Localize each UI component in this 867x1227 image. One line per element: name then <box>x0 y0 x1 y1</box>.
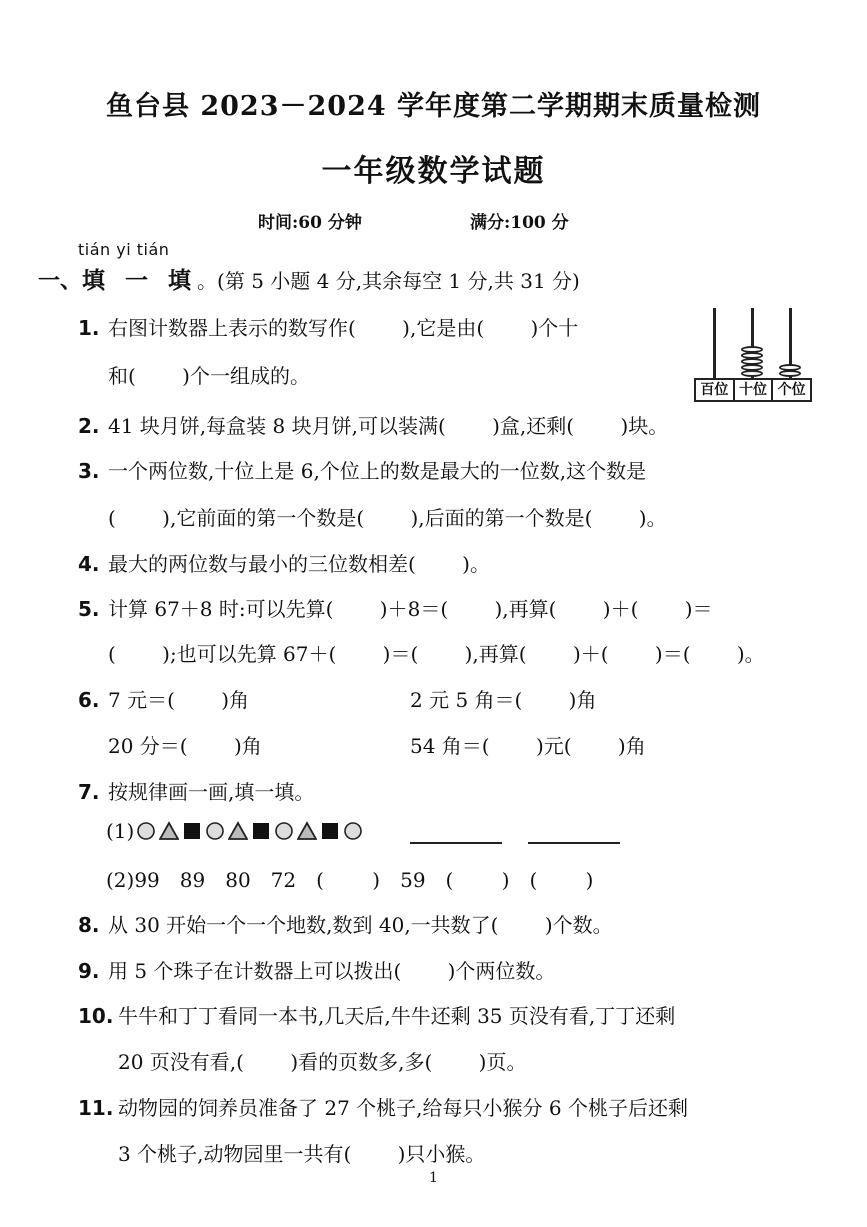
question-number: 7. <box>78 780 100 804</box>
abacus-figure <box>694 308 812 404</box>
abacus-bead <box>779 364 801 371</box>
abacus-label-ones: 个位 <box>771 380 810 400</box>
question-5-line2: ( );也可以先算 67＋( )＝( ),再算( )＋( )＝( )。 <box>108 642 765 666</box>
page-number: 1 <box>429 1170 438 1186</box>
pattern-number-sequence: (2)99 89 80 72 ( ) 59 ( ) ( ) <box>106 868 594 892</box>
question-text: 从 30 开始一个一个地数,数到 40,一共数了( )个数。 <box>108 913 613 937</box>
question-text: 动物园的饲养员准备了 27 个桃子,给每只小猴分 6 个桃子后还剩 <box>118 1096 688 1120</box>
abacus-bead <box>741 358 763 365</box>
question-6-item-d: 54 角＝( )元( )角 <box>410 734 646 758</box>
question-number: 3. <box>78 459 100 483</box>
question-number: 6. <box>78 688 100 712</box>
question-4 <box>78 548 490 577</box>
pattern-label: (1) <box>106 819 135 843</box>
question-8 <box>78 909 613 938</box>
question-text: 计算 67＋8 时:可以先算( )＋8＝( ),再算( )＋( )＝ <box>108 597 713 621</box>
square-shape-icon <box>251 821 271 841</box>
question-11-line2: 3 个桃子,动物园里一共有( )只小猴。 <box>118 1142 486 1166</box>
abacus-bead <box>779 370 801 377</box>
abacus-bead <box>741 370 763 377</box>
question-6-item-b: 2 元 5 角＝( )角 <box>410 688 597 712</box>
question-number: 10. <box>78 1004 114 1028</box>
answer-blank-2[interactable] <box>528 842 620 844</box>
abacus-label-hundreds: 百位 <box>700 382 729 398</box>
abacus-rod-hundreds <box>713 308 716 380</box>
abacus-bead <box>741 346 763 353</box>
abacus-bead <box>741 364 763 371</box>
question-1 <box>78 312 578 341</box>
question-10 <box>78 1000 675 1029</box>
question-number: 8. <box>78 913 100 937</box>
question-3-line2: ( ),它前面的第一个数是( ),后面的第一个数是( )。 <box>108 506 667 530</box>
circle-shape-icon <box>205 821 225 841</box>
abacus-label-tens: 十位 <box>733 380 772 400</box>
square-shape-icon <box>182 821 202 841</box>
abacus-bead <box>741 352 763 359</box>
question-9 <box>78 955 555 984</box>
question-text: 一个两位数,十位上是 6,个位上的数是最大的一位数,这个数是 <box>108 459 647 483</box>
square-shape-icon <box>320 821 340 841</box>
circle-shape-icon <box>136 821 156 841</box>
question-1-line2: 和( )个一组成的。 <box>108 364 310 388</box>
question-text: 最大的两位数与最小的三位数相差( )。 <box>108 552 490 576</box>
question-10-line2: 20 页没有看,( )看的页数多,多( )页。 <box>118 1050 527 1074</box>
question-number: 4. <box>78 552 100 576</box>
pattern-shapes <box>106 819 366 843</box>
question-number: 5. <box>78 597 100 621</box>
exam-subtitle: 一年级数学试题 <box>321 154 546 189</box>
section-pinyin: tián yi tián <box>78 240 170 259</box>
question-5 <box>78 593 713 622</box>
question-3 <box>78 455 646 484</box>
question-text: 7 元＝( )角 <box>108 688 250 712</box>
exam-title: 鱼台县 2023－2024 学年度第二学期期末质量检测 <box>105 91 762 122</box>
exam-time: 时间:60 分钟 <box>258 213 362 233</box>
question-number: 2. <box>78 414 100 438</box>
question-number: 9. <box>78 959 100 983</box>
question-text: 按规律画一画,填一填。 <box>108 780 315 804</box>
circle-shape-icon <box>343 821 363 841</box>
circle-shape-icon <box>274 821 294 841</box>
question-text: 牛牛和丁丁看同一本书,几天后,牛牛还剩 35 页没有看,丁丁还剩 <box>118 1004 676 1028</box>
question-number: 1. <box>78 316 100 340</box>
section-note: 。(第 5 小题 4 分,其余每空 1 分,共 31 分) <box>197 269 580 293</box>
question-text: 右图计数器上表示的数写作( ),它是由( )个十 <box>108 316 579 340</box>
triangle-shape-icon <box>297 821 317 841</box>
exam-score: 满分:100 分 <box>470 213 569 233</box>
question-6-item-c: 20 分＝( )角 <box>108 734 262 758</box>
question-text: 用 5 个珠子在计数器上可以拨出( )个两位数。 <box>108 959 556 983</box>
section-title: 填 一 填 <box>82 267 198 294</box>
question-6 <box>78 684 249 713</box>
question-text: 41 块月饼,每盒装 8 块月饼,可以装满( )盒,还剩( )块。 <box>108 414 669 438</box>
abacus-frame <box>694 378 812 402</box>
question-11 <box>78 1092 688 1121</box>
triangle-shape-icon <box>228 821 248 841</box>
answer-blank-1[interactable] <box>410 842 502 844</box>
question-number: 11. <box>78 1096 114 1120</box>
section-heading <box>38 262 580 295</box>
section-prefix: 一、 <box>38 268 83 294</box>
question-2 <box>78 410 668 439</box>
triangle-shape-icon <box>159 821 179 841</box>
question-7 <box>78 776 314 805</box>
